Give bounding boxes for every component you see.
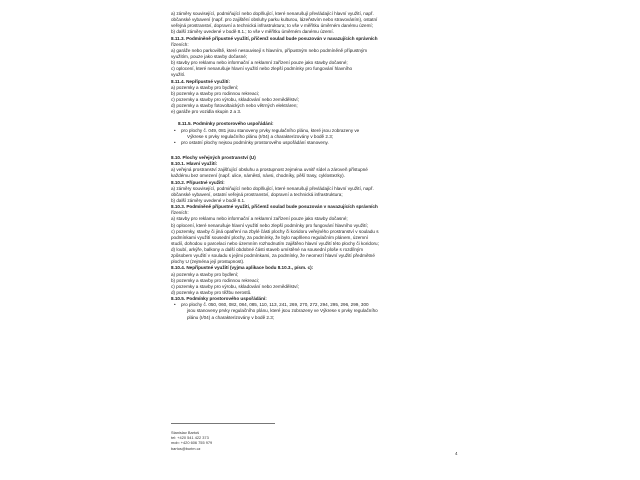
bullet-line: • pro plochy č. 050, 060, 082, 084, 085, 110, 113, 241, 269, 270, 272, 294, 295, 296, 299, 300 [171, 302, 459, 308]
author-name: Stanislav Bartoš [171, 430, 200, 435]
section-heading-line: 8.10.3. Podmíněně přípustné využití, přičemž soulad bude posuzován v navazujících správních [171, 204, 378, 210]
section-heading-line: 8.11.5. Podmínky prostorového uspořádání: [178, 121, 274, 127]
text-line: a) veřejná prostranství zajišťující obsluhu a prostupnost zejména uvnitř sídel a zároveň přístupné [171, 167, 368, 173]
section-heading-line: 8.10.4. Nepřípustné využití (vyjma aplikace bodu 8.10.3., písm. c): [171, 265, 314, 271]
text-line: e) garáže pro vozidla skupin 2 a 3. [171, 109, 242, 115]
author-email: bartos@burim.cz [171, 445, 201, 451]
text-line: d) pozemky a stavby pro těžbu nerostů. [171, 290, 252, 296]
text-line: každému bez omezení (např. ulice, náměstí, návsi, chodníky, pěší trasy, cyklostezky). [171, 173, 345, 179]
text-line: občanské vybavení (např. pro zajištění obsluhy parku kulturou, lázeňstvím nebo stravováním), ostatní [171, 17, 378, 23]
text-line: řízeních: [171, 210, 189, 216]
text-line: jsou stanoveny prvky regulačního plánu, které jsou zobrazeny ve Výkrese s prvky regulačního [187, 308, 378, 314]
text-line: d) pozemky a stavby fotovoltaických nebo větrných elektráren; [171, 103, 298, 109]
text-line: veřejná prostranství, dopravní a technická infrastruktura; to vše v měřítku úměrném danému území; [171, 23, 373, 29]
author-mobile: mob: +420 606 755 979 [171, 440, 213, 446]
text-line: b) další záměry uvedené v bodě 8.1. [171, 197, 246, 203]
section-heading-line: 8.10. Plochy veřejných prostranství (U) [171, 154, 256, 160]
text-line: a) záměry související, podmiňující nebo doplňující, které nenarušují převládající hlavní využití, např. [171, 11, 374, 16]
text-line: c) oplocení, které nenarušuje hlavní využití nebo zlepší podmínky pro fungování hlavního [171, 66, 353, 72]
bullet-line: • pro plochy č. 049, 081 jsou stanoveny prvky regulačního plánu, které jsou zobrazeny ve [171, 128, 459, 134]
text-line: řízeních: [171, 41, 189, 47]
text-line: podmínkami využití sousední plochy, za podmínky, že bylo naplňeno regulačním plánem, územní [171, 234, 368, 240]
text-line: a) stavby pro reklamu nebo informační a reklamní zařízení pouze jako stavby dočasné; [171, 216, 348, 222]
text-line: b) stavby pro reklamu nebo informační a reklamní zařízení pouze jako stavby dočasné; [171, 60, 348, 66]
text-line: plánu (I/04) a charakterizovány v bodě 2.3; [187, 314, 275, 320]
text-line: studií, dohodou o parcelaci nebo územním rozhodnutím zajištěno hlavní využití této plochy či koridoru; [171, 240, 379, 246]
section-heading-line: 8.11.3. Podmíněně přípustné využití, přičemž soulad bude posuzován v navazujících správních [171, 35, 378, 41]
section-heading-line: 8.10.5. Podmínky prostorového uspořádání: [171, 296, 267, 302]
page-number: 4 [455, 451, 458, 456]
document-body [171, 11, 459, 321]
text-line: a) záměry související, podmiňující nebo doplňující, které nenarušují převládající hlavní využití, např. [171, 185, 374, 191]
text-line: a) pozemky a stavby pro bydlení; [171, 84, 239, 90]
text-line [171, 146, 459, 155]
text-line: d) loubí, arkýře, balkony a další obdobné části staveb umístěné na sousední ploše s rozdílným [171, 247, 364, 253]
section-heading-line: 8.10.2. Přípustné využití: [171, 179, 225, 185]
text-line: a) garáže nebo parkoviště, které nesouvisejí s hlavním, přípustným nebo podmíněně přípustným [171, 47, 368, 53]
author-contact [171, 423, 311, 451]
text-line: c) pozemky a stavby pro výrobu, skladování nebo zemědělství; [171, 96, 299, 102]
text-line: způsobem využití v souladu s jejími podmínkami, za podmínky, že neomezí hlavní využití předmětné [171, 253, 375, 259]
text-line: Výkrese s prvky regulačního plánu (I/04) a charakterizovány v bodě 2.3; [187, 133, 334, 139]
text-line: plochy U (zejména její prostupnost). [171, 259, 245, 265]
text-line: občanské vybavení, ostatní veřejná prostranství, dopravní a technická infrastruktura; [171, 191, 343, 197]
text-line: c) pozemky a stavby pro výrobu, skladování nebo zemědělství; [171, 283, 299, 289]
text-line: b) pozemky a stavby pro rodinnou rekreaci; [171, 90, 260, 96]
footer-divider [171, 423, 275, 424]
section-heading-line: 8.11.4. Nepřípustné využití: [171, 78, 230, 84]
text-line: b) pozemky a stavby pro rodinnou rekreaci; [171, 277, 260, 283]
text-line: využitím, pouze jako stavby dočasné; [171, 53, 248, 59]
bullet-line: • pro ostatní plochy nejsou podmínky prostorového uspořádání stanoveny. [171, 140, 459, 146]
text-line: využití. [171, 72, 186, 78]
author-phone: tel: +420 541 422 373 [171, 435, 209, 441]
text-line: a) pozemky a stavby pro bydlení; [171, 271, 239, 277]
text-line: c) pozemky, stavby či jiná opatření na zbylé části plochy či koridoru veřejného prostranství v souladu s [171, 228, 379, 234]
text-line: b) další záměry uvedené v bodě 8.1.; to vše v měřítku úměrném danému území. [171, 29, 334, 35]
section-heading-line: 8.10.1. Hlavní využití: [171, 161, 218, 167]
text-line: b) oplocení, které nenarušuje hlavní využití nebo zlepší podmínky pro fungování hlavního využití; [171, 222, 368, 228]
